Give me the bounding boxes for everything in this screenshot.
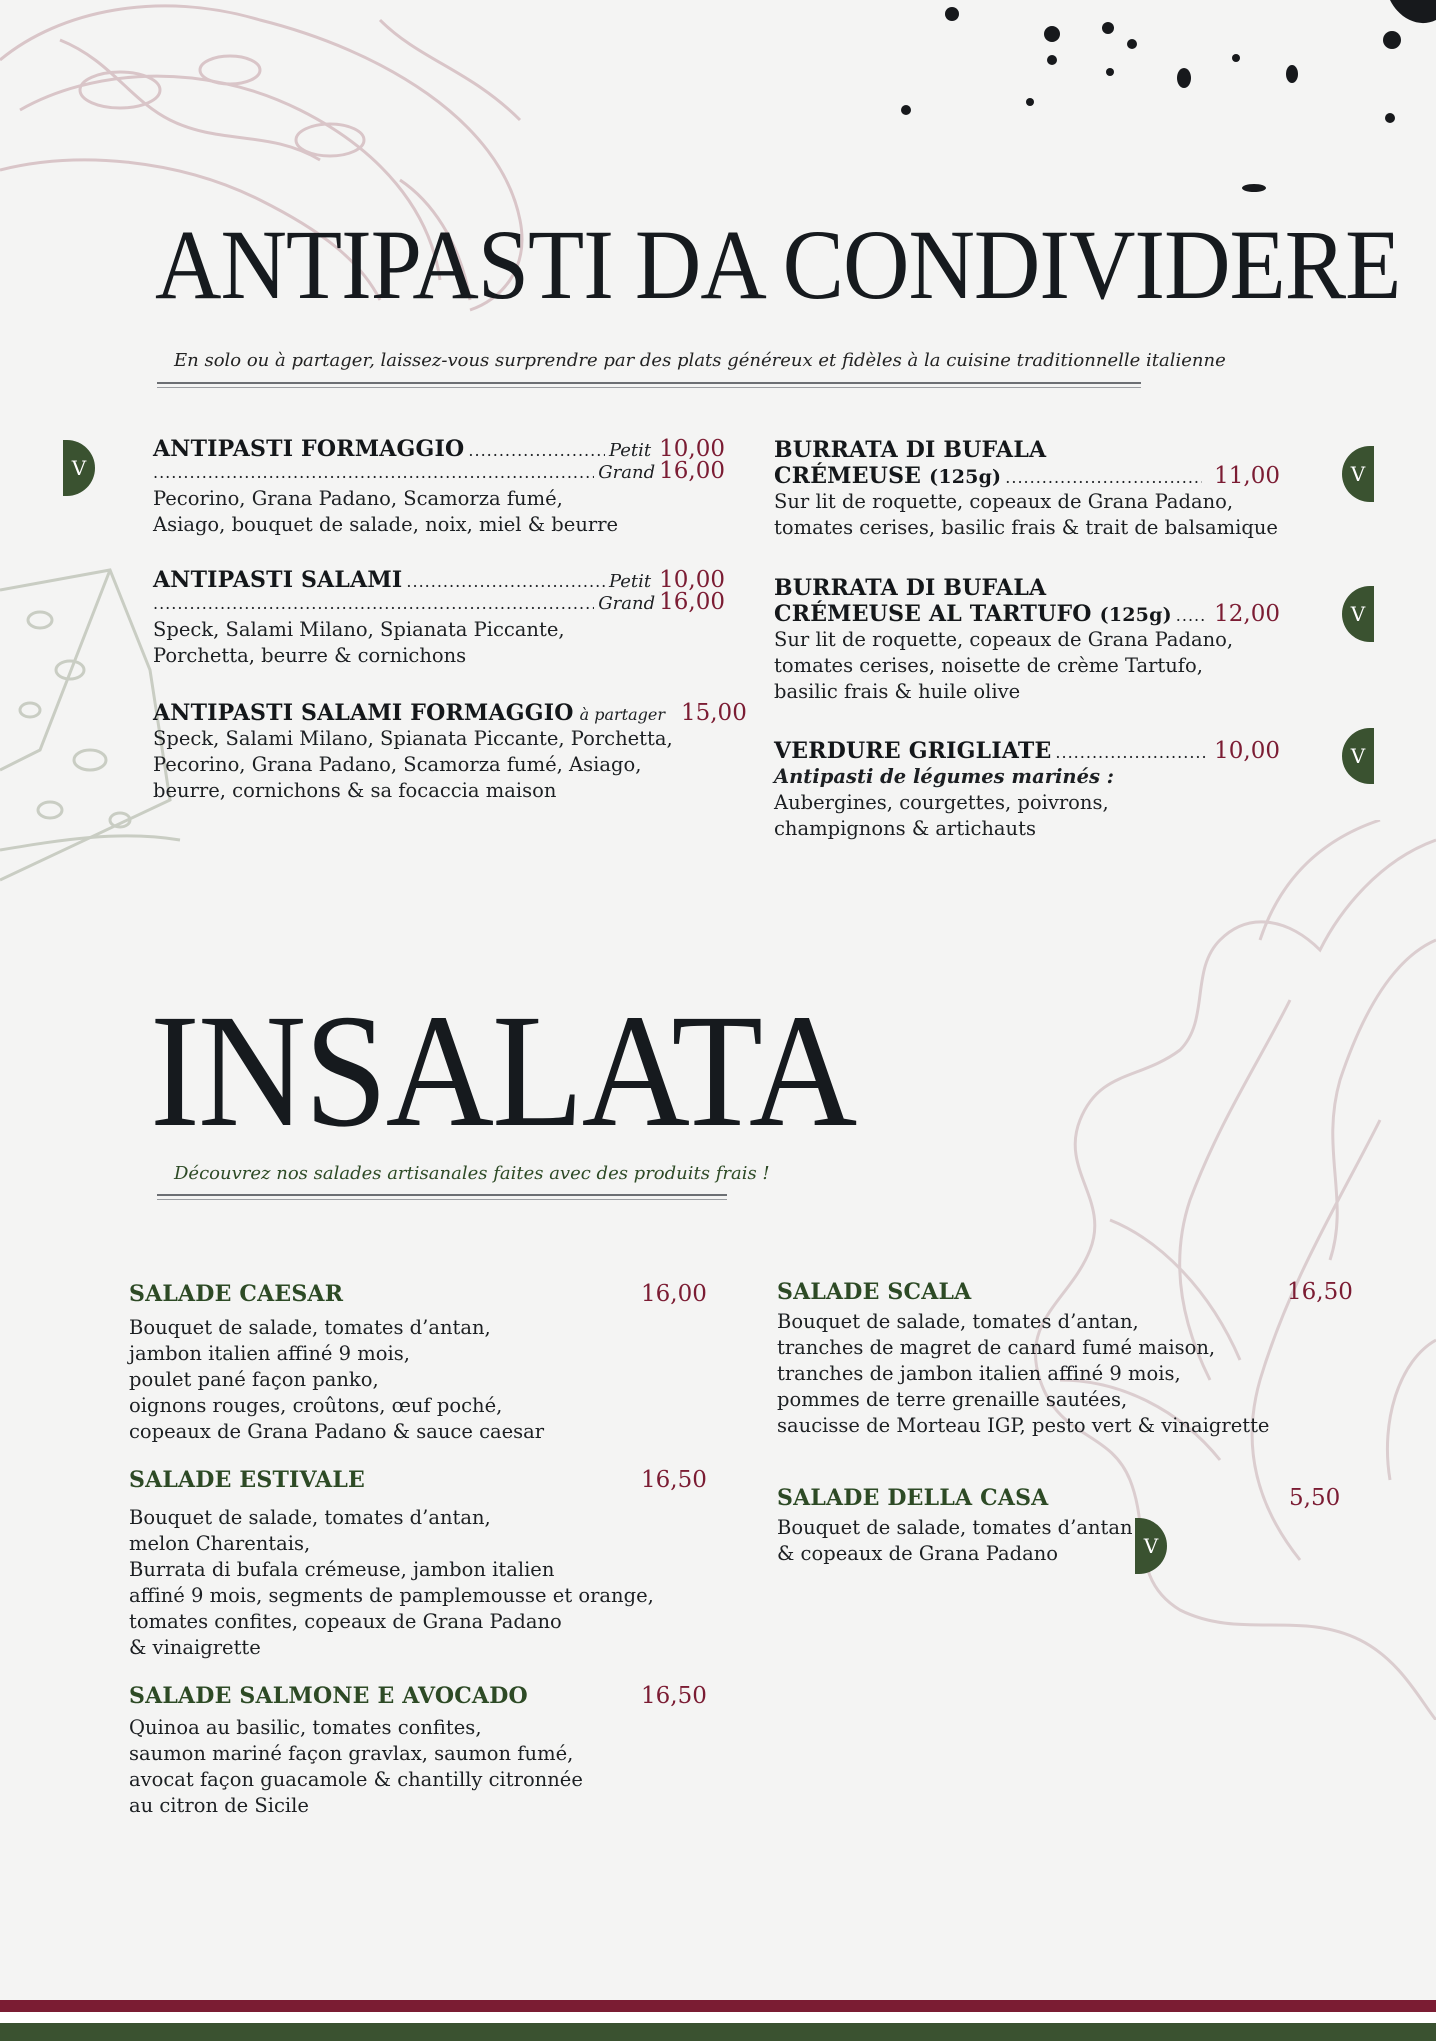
- section-title-insalata: INSALATA: [150, 981, 856, 1161]
- item-note: à partager: [579, 705, 665, 724]
- item-price: 10,00: [1214, 738, 1280, 764]
- footer-stripe-green: [0, 2023, 1436, 2041]
- item-price: 16,00: [659, 458, 725, 484]
- size-label: Grand: [598, 593, 656, 614]
- item-description: Speck, Salami Milano, Spianata Piccante, Porchetta, Pecorino, Grana Padano, Scamorza fumé, Asiago, beurre, cornichons & sa focaccia maison: [153, 727, 673, 802]
- item-name: VERDURE GRIGLIATE: [774, 738, 1052, 764]
- menu-item-antipasti-formaggio: [153, 436, 725, 538]
- item-name: SALADE CAESAR: [129, 1281, 344, 1307]
- item-description: Bouquet de salade, tomates d’antan, melon Charentais, Burrata di bufala crémeuse, jambon italien affiné 9 mois, segments de pamplemousse et orange, tomates confites, copeaux de Grana Padano & vinaigrette: [129, 1506, 654, 1659]
- item-price: 15,00: [680, 700, 747, 726]
- vegetarian-badge: V: [1342, 586, 1374, 642]
- section-subtitle-antipasti: En solo ou à partager, laissez-vous surprendre par des plats généreux et fidèles à la cuisine traditionnelle italienne: [174, 350, 1226, 371]
- item-description: Sur lit de roquette, copeaux de Grana Padano, tomates cerises, basilic frais & trait de balsamique: [774, 490, 1278, 539]
- size-label: Grand: [598, 462, 656, 483]
- ink-splatter-decoration: [880, 0, 1436, 220]
- item-price: 16,00: [641, 1281, 707, 1307]
- vegetarian-badge: V: [1135, 1518, 1167, 1574]
- item-price: 11,00: [1214, 463, 1280, 489]
- section-subtitle-insalata: Découvrez nos salades artisanales faites avec des produits frais !: [174, 1163, 770, 1184]
- menu-item-salade-estivale: [129, 1467, 769, 1661]
- item-name: ANTIPASTI SALAMI: [153, 567, 403, 593]
- item-price: 12,00: [1214, 601, 1280, 627]
- item-name: ANTIPASTI FORMAGGIO: [153, 436, 465, 462]
- menu-item-burrata-cremeuse: [774, 437, 1280, 541]
- menu-item-burrata-tartufo: [774, 575, 1280, 705]
- item-price: 16,50: [641, 1467, 707, 1493]
- item-description: Quinoa au basilic, tomates confites, saumon mariné façon gravlax, saumon fumé, avocat façon guacamole & chantilly citronnée au citron de Sicile: [129, 1716, 583, 1817]
- menu-item-salade-della-casa: [777, 1485, 1377, 1567]
- item-price: 10,00: [659, 436, 725, 462]
- menu-item-salade-salmone-avocado: [129, 1683, 709, 1819]
- item-description: Sur lit de roquette, copeaux de Grana Padano, tomates cerises, noisette de crème Tartufo, basilic frais & huile olive: [774, 628, 1234, 703]
- divider-antipasti-thin: [157, 387, 1141, 388]
- item-price: 16,50: [641, 1683, 707, 1709]
- item-description: Speck, Salami Milano, Spianata Piccante, Porchetta, beurre & cornichons: [153, 618, 565, 667]
- size-label: Petit: [608, 440, 652, 461]
- section-title-antipasti: ANTIPASTI DA CONDIVIDERE: [155, 209, 1401, 320]
- menu-item-verdure-grigliate: [774, 738, 1280, 842]
- vegetarian-badge: V: [63, 440, 95, 496]
- footer-stripe-white: [0, 2012, 1436, 2023]
- item-description: Bouquet de salade, tomates d’antan, tranches de magret de canard fumé maison, tranches de jambon italien affiné 9 mois, pommes de terre grenaille sautées, saucisse de Morteau IGP, pesto vert & vinaigrette: [777, 1310, 1270, 1437]
- footer-stripe-red: [0, 2000, 1436, 2012]
- vegetarian-badge: V: [1342, 728, 1374, 784]
- menu-item-antipasti-salami-formaggio: [153, 700, 747, 804]
- item-description: Pecorino, Grana Padano, Scamorza fumé, Asiago, bouquet de salade, noix, miel & beurre: [153, 487, 619, 536]
- menu-item-salade-scala: [777, 1279, 1377, 1439]
- item-name: SALADE SALMONE E AVOCADO: [129, 1683, 528, 1709]
- menu-item-antipasti-salami: [153, 567, 725, 669]
- item-subtitle: Antipasti de légumes marinés :: [774, 765, 1114, 788]
- item-price: 5,50: [1289, 1485, 1341, 1511]
- item-name-line1: BURRATA DI BUFALA: [774, 575, 1047, 601]
- item-price: 16,50: [1287, 1279, 1353, 1305]
- vegetarian-badge: V: [1342, 446, 1374, 502]
- lettuce-sketch-illustration: [960, 820, 1436, 1720]
- item-description: Aubergines, courgettes, poivrons, champignons & artichauts: [774, 791, 1109, 840]
- size-label: Petit: [608, 571, 652, 592]
- item-weight: (125g): [1099, 604, 1172, 626]
- divider-insalata: [157, 1194, 727, 1196]
- item-price: 10,00: [659, 567, 725, 593]
- item-name: SALADE ESTIVALE: [129, 1467, 365, 1493]
- item-name-line1: BURRATA DI BUFALA: [774, 437, 1047, 463]
- item-name-line2: CRÉMEUSE AL TARTUFO: [774, 601, 1092, 627]
- item-name: ANTIPASTI SALAMI FORMAGGIO: [153, 700, 574, 726]
- divider-antipasti: [157, 382, 1141, 384]
- divider-insalata-thin: [157, 1199, 727, 1200]
- item-name-line2: CRÉMEUSE: [774, 463, 922, 489]
- item-price: 16,00: [659, 589, 725, 615]
- item-description: Bouquet de salade, tomates d’antan, jambon italien affiné 9 mois, poulet pané façon panko, oignons rouges, croûtons, œuf poché, copeaux de Grana Padano & sauce caesar: [129, 1316, 545, 1443]
- item-description: Bouquet de salade, tomates d’antan & copeaux de Grana Padano: [777, 1516, 1133, 1565]
- item-name: SALADE SCALA: [777, 1279, 972, 1305]
- item-name: SALADE DELLA CASA: [777, 1485, 1049, 1511]
- item-weight: (125g): [929, 466, 1002, 488]
- menu-item-salade-caesar: [129, 1281, 709, 1445]
